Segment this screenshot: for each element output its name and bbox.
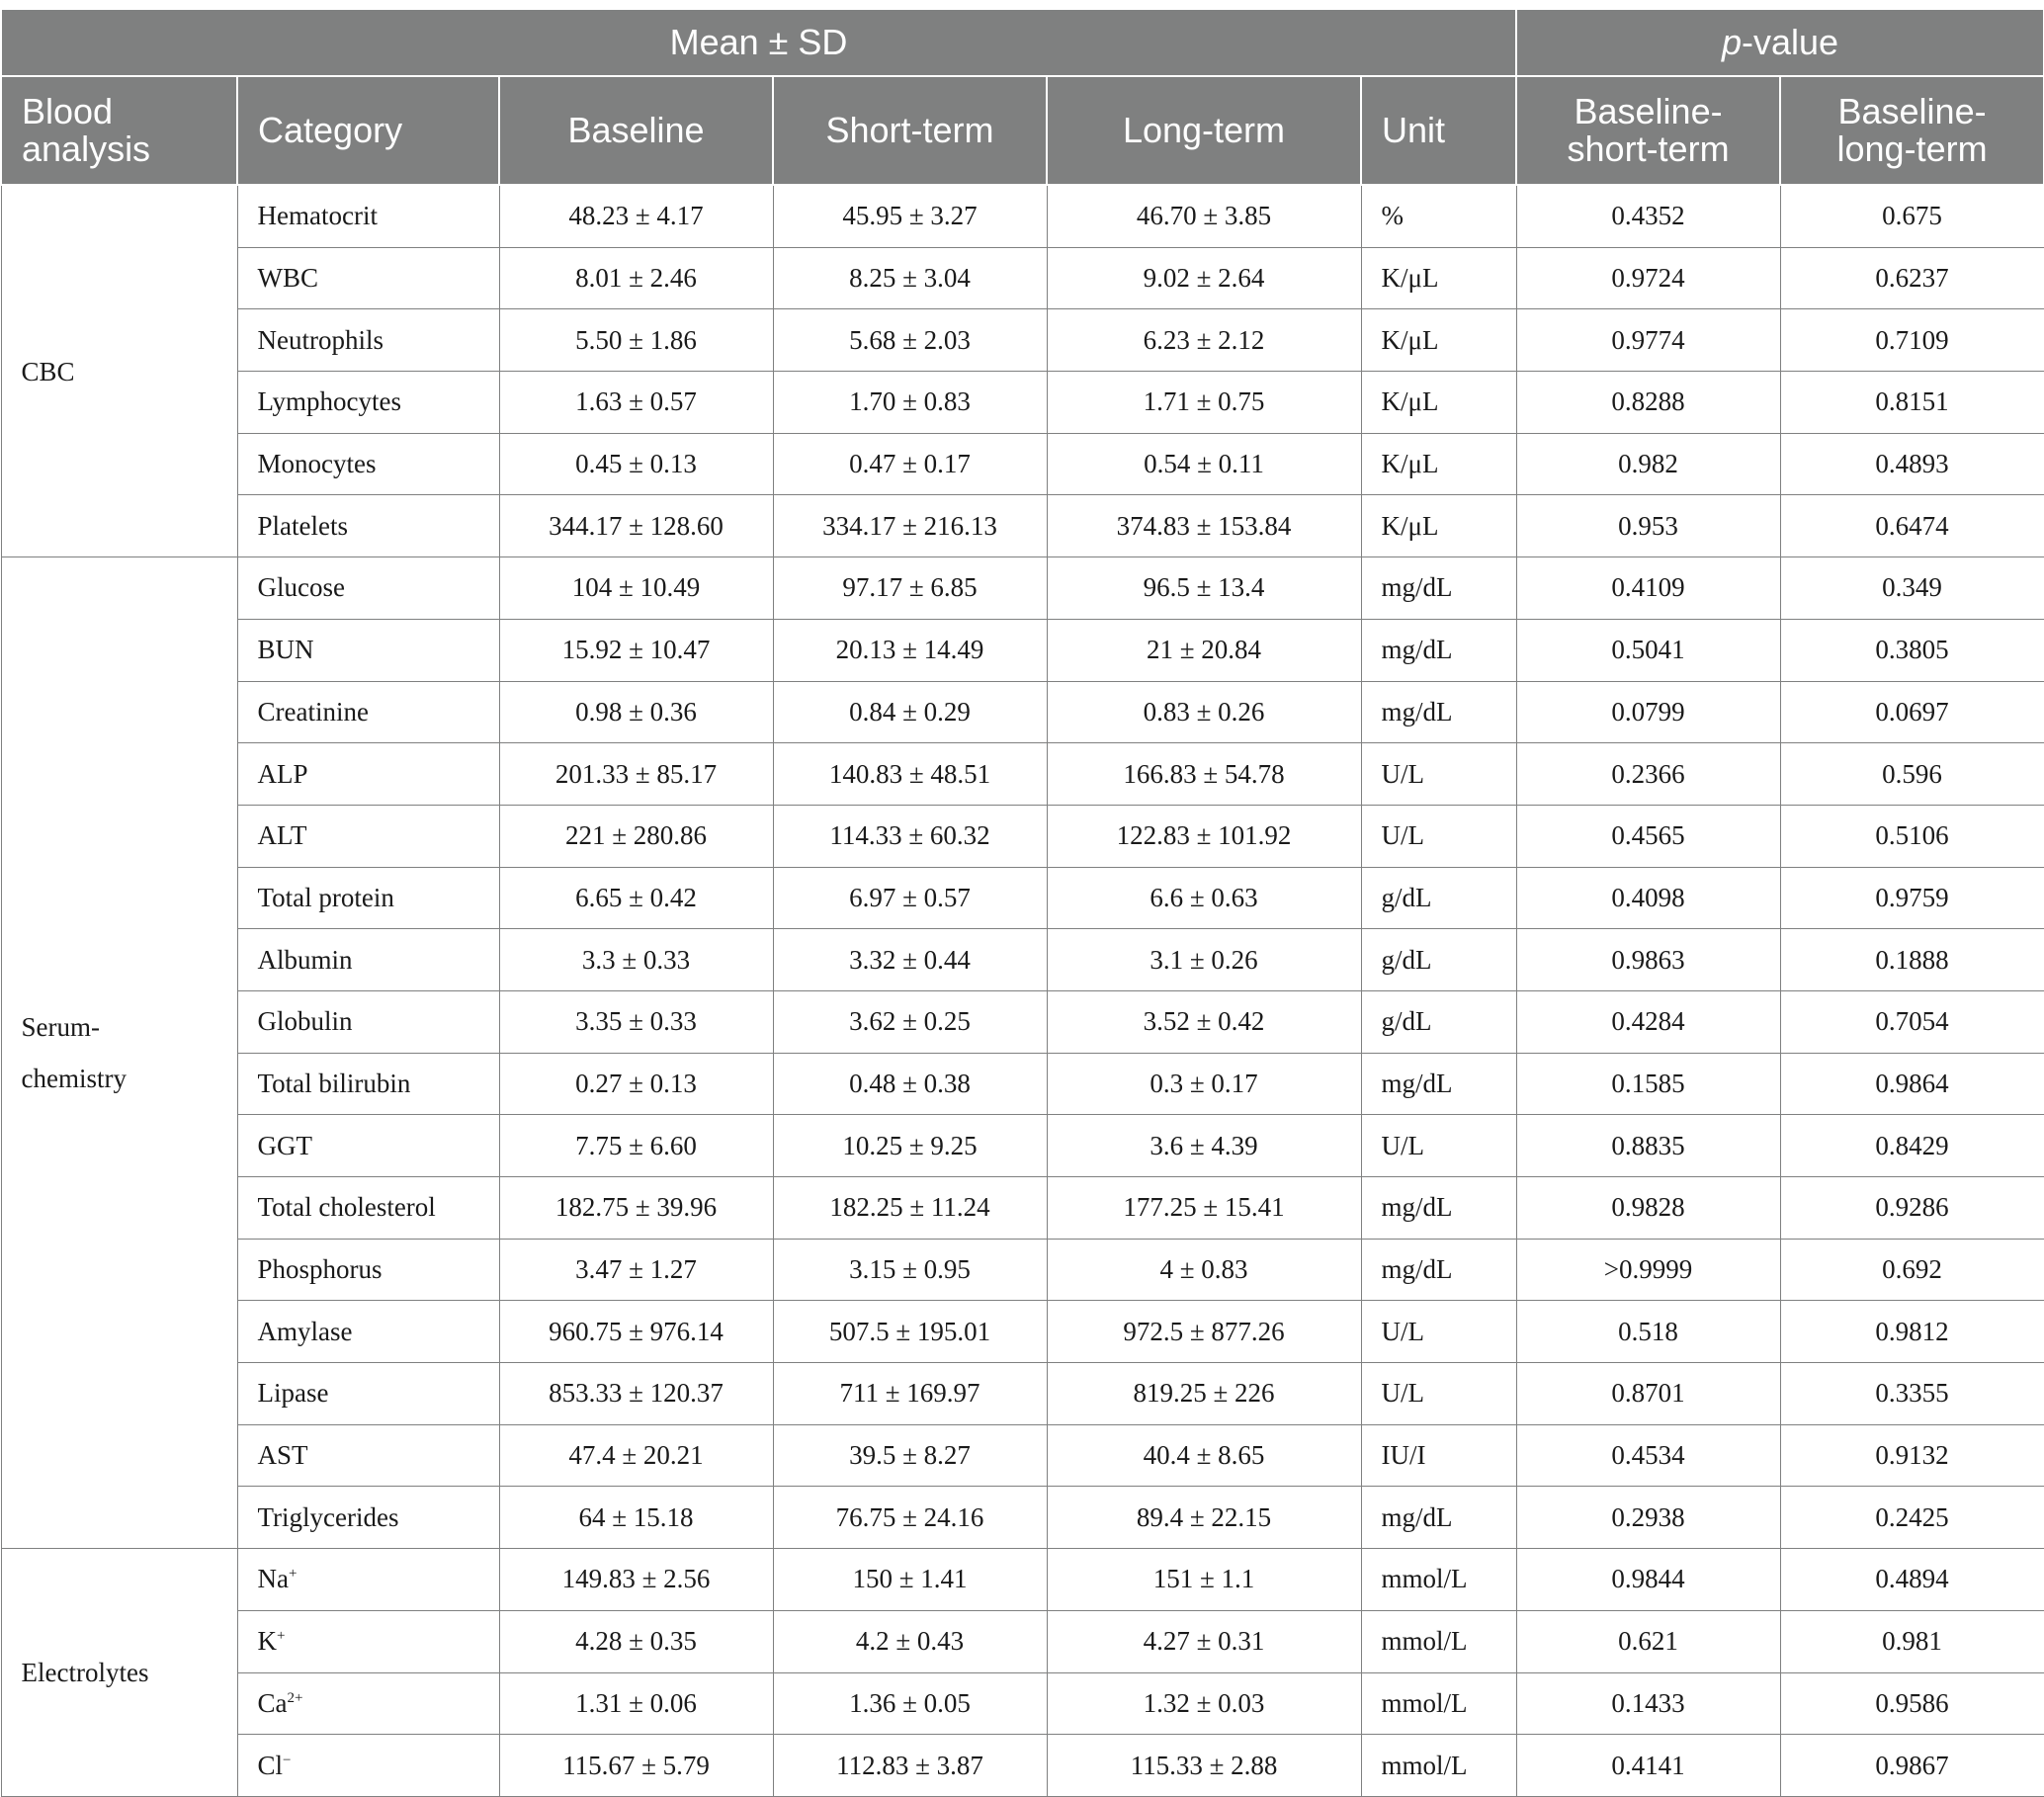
unit-cell: mg/dL xyxy=(1361,557,1516,620)
table-row xyxy=(1,309,2044,372)
p-long-cell: 0.9864 xyxy=(1780,1053,2044,1115)
unit-cell: K/μL xyxy=(1361,372,1516,434)
baseline-cell: 0.45 ± 0.13 xyxy=(499,433,773,495)
long-term-cell: 3.6 ± 4.39 xyxy=(1047,1115,1361,1177)
p-value-suffix: -value xyxy=(1742,22,1839,62)
p-long-cell: 0.7054 xyxy=(1780,990,2044,1053)
short-term-cell: 10.25 ± 9.25 xyxy=(773,1115,1047,1177)
p-short-cell: 0.1585 xyxy=(1516,1053,1780,1115)
unit-cell: K/μL xyxy=(1361,433,1516,495)
col-long-term: Long-term xyxy=(1047,76,1361,185)
p-short-cell: 0.621 xyxy=(1516,1610,1780,1672)
long-term-cell: 3.1 ± 0.26 xyxy=(1047,929,1361,991)
unit-cell: g/dL xyxy=(1361,867,1516,929)
category-cell xyxy=(237,1115,499,1177)
long-term-cell: 374.83 ± 153.84 xyxy=(1047,495,1361,557)
p-long-cell: 0.9759 xyxy=(1780,867,2044,929)
group-cbc-label: CBC xyxy=(21,356,75,386)
p-long-cell: 0.9132 xyxy=(1780,1424,2044,1487)
table-row xyxy=(1,1549,2044,1611)
unit-cell: K/μL xyxy=(1361,309,1516,372)
col-p-short-line1: Baseline- xyxy=(1574,91,1723,131)
category-label: Platelets xyxy=(257,510,348,541)
p-short-cell: 0.4109 xyxy=(1516,557,1780,620)
unit-cell: IU/I xyxy=(1361,1424,1516,1487)
table-row xyxy=(1,1177,2044,1240)
table-row xyxy=(1,990,2044,1053)
baseline-cell: 853.33 ± 120.37 xyxy=(499,1363,773,1425)
unit-cell: U/L xyxy=(1361,805,1516,867)
baseline-cell: 8.01 ± 2.46 xyxy=(499,247,773,309)
table-row xyxy=(1,247,2044,309)
group-electrolytes-label: Electrolytes xyxy=(21,1658,149,1687)
p-short-cell: 0.9828 xyxy=(1516,1177,1780,1240)
category-label: Triglycerides xyxy=(257,1501,399,1532)
short-term-cell: 1.36 ± 0.05 xyxy=(773,1672,1047,1735)
short-term-cell: 334.17 ± 216.13 xyxy=(773,495,1047,557)
baseline-cell: 3.47 ± 1.27 xyxy=(499,1239,773,1301)
p-long-cell: 0.596 xyxy=(1780,743,2044,806)
category-cell xyxy=(237,929,499,991)
table-row xyxy=(1,1672,2044,1735)
group-serum-chemistry-label: chemistry xyxy=(21,1064,127,1094)
p-long-cell: 0.8151 xyxy=(1780,372,2044,434)
col-baseline: Baseline xyxy=(499,76,773,185)
table-row xyxy=(1,433,2044,495)
p-short-cell: 0.4565 xyxy=(1516,805,1780,867)
baseline-cell: 201.33 ± 85.17 xyxy=(499,743,773,806)
p-short-cell: 0.2366 xyxy=(1516,743,1780,806)
p-long-cell: 0.3355 xyxy=(1780,1363,2044,1425)
unit-cell: % xyxy=(1361,185,1516,247)
short-term-cell: 1.70 ± 0.83 xyxy=(773,372,1047,434)
baseline-cell: 7.75 ± 6.60 xyxy=(499,1115,773,1177)
long-term-cell: 4.27 ± 0.31 xyxy=(1047,1610,1361,1672)
baseline-cell: 5.50 ± 1.86 xyxy=(499,309,773,372)
p-long-cell: 0.3805 xyxy=(1780,619,2044,681)
category-cell xyxy=(237,1239,499,1301)
category-label: WBC xyxy=(257,263,319,294)
table-row xyxy=(1,805,2044,867)
short-term-cell: 0.84 ± 0.29 xyxy=(773,681,1047,743)
table-row xyxy=(1,495,2044,557)
col-p-long-line2: long-term xyxy=(1836,128,1988,169)
unit-cell: mg/dL xyxy=(1361,681,1516,743)
table-row xyxy=(1,1735,2044,1797)
category-label: Hematocrit xyxy=(257,201,378,231)
long-term-cell: 89.4 ± 22.15 xyxy=(1047,1487,1361,1549)
baseline-cell: 48.23 ± 4.17 xyxy=(499,185,773,247)
p-long-cell: 0.4893 xyxy=(1780,433,2044,495)
p-long-cell: 0.8429 xyxy=(1780,1115,2044,1177)
long-term-cell: 1.71 ± 0.75 xyxy=(1047,372,1361,434)
p-long-cell: 0.0697 xyxy=(1780,681,2044,743)
table-row xyxy=(1,1610,2044,1672)
long-term-cell: 0.54 ± 0.11 xyxy=(1047,433,1361,495)
p-short-cell: 0.9774 xyxy=(1516,309,1780,372)
category-cell xyxy=(237,1053,499,1115)
long-term-cell: 21 ± 20.84 xyxy=(1047,619,1361,681)
baseline-cell: 960.75 ± 976.14 xyxy=(499,1301,773,1363)
unit-cell: U/L xyxy=(1361,1363,1516,1425)
table-container xyxy=(0,8,2044,1797)
short-term-cell: 8.25 ± 3.04 xyxy=(773,247,1047,309)
col-blood-analysis-line1: Blood xyxy=(22,91,114,131)
category-label: Creatinine xyxy=(257,696,369,727)
p-short-cell: 0.982 xyxy=(1516,433,1780,495)
p-short-cell: 0.4534 xyxy=(1516,1424,1780,1487)
baseline-cell: 115.67 ± 5.79 xyxy=(499,1735,773,1797)
category-cell xyxy=(237,1487,499,1549)
short-term-cell: 76.75 ± 24.16 xyxy=(773,1487,1047,1549)
p-short-cell: 0.8701 xyxy=(1516,1363,1780,1425)
baseline-cell: 47.4 ± 20.21 xyxy=(499,1424,773,1487)
unit-cell: U/L xyxy=(1361,743,1516,806)
category-label: Globulin xyxy=(257,1006,353,1037)
baseline-cell: 149.83 ± 2.56 xyxy=(499,1549,773,1611)
category-label: ALT xyxy=(257,820,307,851)
long-term-cell: 972.5 ± 877.26 xyxy=(1047,1301,1361,1363)
table-row xyxy=(1,681,2044,743)
p-long-cell: 0.6474 xyxy=(1780,495,2044,557)
table-row xyxy=(1,1239,2044,1301)
table-row xyxy=(1,867,2044,929)
p-short-cell: 0.5041 xyxy=(1516,619,1780,681)
long-term-cell: 122.83 ± 101.92 xyxy=(1047,805,1361,867)
unit-cell: U/L xyxy=(1361,1301,1516,1363)
long-term-cell: 46.70 ± 3.85 xyxy=(1047,185,1361,247)
short-term-cell: 0.47 ± 0.17 xyxy=(773,433,1047,495)
short-term-cell: 39.5 ± 8.27 xyxy=(773,1424,1047,1487)
col-p-long xyxy=(1780,76,2044,185)
p-short-cell: 0.8835 xyxy=(1516,1115,1780,1177)
table-row xyxy=(1,1424,2044,1487)
long-term-cell: 819.25 ± 226 xyxy=(1047,1363,1361,1425)
baseline-cell: 6.65 ± 0.42 xyxy=(499,867,773,929)
unit-cell: mmol/L xyxy=(1361,1610,1516,1672)
category-cell xyxy=(237,372,499,434)
category-label: Total bilirubin xyxy=(257,1068,411,1098)
ion-charge: 2+ xyxy=(287,1689,303,1706)
header-row-top xyxy=(1,9,2044,76)
category-cell xyxy=(237,619,499,681)
group-serum-chemistry-label: Serum- xyxy=(21,1012,100,1043)
short-term-cell: 3.15 ± 0.95 xyxy=(773,1239,1047,1301)
table-row xyxy=(1,1487,2044,1549)
category-cell xyxy=(237,1177,499,1240)
long-term-cell: 40.4 ± 8.65 xyxy=(1047,1424,1361,1487)
short-term-cell: 4.2 ± 0.43 xyxy=(773,1610,1047,1672)
short-term-cell: 150 ± 1.41 xyxy=(773,1549,1047,1611)
col-short-term: Short-term xyxy=(773,76,1047,185)
col-p-short-line2: short-term xyxy=(1567,128,1730,169)
category-label: AST xyxy=(257,1440,308,1471)
p-long-cell: 0.5106 xyxy=(1780,805,2044,867)
category-cell xyxy=(237,1672,499,1735)
category-label: Monocytes xyxy=(257,449,377,479)
p-short-cell: 0.0799 xyxy=(1516,681,1780,743)
baseline-cell: 0.98 ± 0.36 xyxy=(499,681,773,743)
short-term-cell: 6.97 ± 0.57 xyxy=(773,867,1047,929)
category-cell xyxy=(237,433,499,495)
p-long-cell: 0.981 xyxy=(1780,1610,2044,1672)
baseline-cell: 0.27 ± 0.13 xyxy=(499,1053,773,1115)
p-short-cell: 0.4098 xyxy=(1516,867,1780,929)
category-cell xyxy=(237,1549,499,1611)
category-label: Total cholesterol xyxy=(257,1192,436,1223)
p-long-cell: 0.675 xyxy=(1780,185,2044,247)
p-short-cell: 0.4284 xyxy=(1516,990,1780,1053)
p-long-cell: 0.7109 xyxy=(1780,309,2044,372)
p-value-header xyxy=(1516,9,2044,76)
category-label: Na xyxy=(257,1564,289,1594)
long-term-cell: 177.25 ± 15.41 xyxy=(1047,1177,1361,1240)
category-cell xyxy=(237,247,499,309)
table-row xyxy=(1,372,2044,434)
category-cell xyxy=(237,1735,499,1797)
unit-cell: mg/dL xyxy=(1361,1177,1516,1240)
category-cell xyxy=(237,557,499,620)
baseline-cell: 104 ± 10.49 xyxy=(499,557,773,620)
table-body xyxy=(1,185,2044,1796)
col-p-long-line1: Baseline- xyxy=(1837,91,1987,131)
long-term-cell: 96.5 ± 13.4 xyxy=(1047,557,1361,620)
category-label: Glucose xyxy=(257,572,345,603)
baseline-cell: 3.35 ± 0.33 xyxy=(499,990,773,1053)
group-electrolytes xyxy=(1,1549,237,1797)
category-label: Total protein xyxy=(257,882,394,912)
p-short-cell: 0.8288 xyxy=(1516,372,1780,434)
category-label: BUN xyxy=(257,635,314,665)
short-term-cell: 507.5 ± 195.01 xyxy=(773,1301,1047,1363)
long-term-cell: 4 ± 0.83 xyxy=(1047,1239,1361,1301)
category-cell xyxy=(237,681,499,743)
category-cell xyxy=(237,185,499,247)
p-short-cell: 0.4141 xyxy=(1516,1735,1780,1797)
p-long-cell: 0.2425 xyxy=(1780,1487,2044,1549)
p-short-cell: 0.9724 xyxy=(1516,247,1780,309)
p-long-cell: 0.9867 xyxy=(1780,1735,2044,1797)
short-term-cell: 45.95 ± 3.27 xyxy=(773,185,1047,247)
category-label: Lipase xyxy=(257,1378,329,1409)
col-category: Category xyxy=(237,76,499,185)
category-cell xyxy=(237,1424,499,1487)
p-long-cell: 0.349 xyxy=(1780,557,2044,620)
ion-charge: + xyxy=(277,1628,286,1645)
p-short-cell: 0.518 xyxy=(1516,1301,1780,1363)
category-cell xyxy=(237,990,499,1053)
short-term-cell: 114.33 ± 60.32 xyxy=(773,805,1047,867)
unit-cell: K/μL xyxy=(1361,495,1516,557)
p-short-cell: 0.4352 xyxy=(1516,185,1780,247)
ion-charge: − xyxy=(283,1752,292,1768)
long-term-cell: 0.3 ± 0.17 xyxy=(1047,1053,1361,1115)
table-row xyxy=(1,1115,2044,1177)
header-row-columns xyxy=(1,76,2044,185)
category-label: Albumin xyxy=(257,944,353,975)
baseline-cell: 3.3 ± 0.33 xyxy=(499,929,773,991)
baseline-cell: 64 ± 15.18 xyxy=(499,1487,773,1549)
p-long-cell: 0.6237 xyxy=(1780,247,2044,309)
col-blood-analysis-line2: analysis xyxy=(22,128,151,169)
short-term-cell: 3.32 ± 0.44 xyxy=(773,929,1047,991)
baseline-cell: 15.92 ± 10.47 xyxy=(499,619,773,681)
short-term-cell: 20.13 ± 14.49 xyxy=(773,619,1047,681)
short-term-cell: 5.68 ± 2.03 xyxy=(773,309,1047,372)
short-term-cell: 140.83 ± 48.51 xyxy=(773,743,1047,806)
blood-analysis-table xyxy=(0,8,2044,1797)
category-cell xyxy=(237,867,499,929)
category-cell xyxy=(237,1610,499,1672)
table-row xyxy=(1,619,2044,681)
p-long-cell: 0.1888 xyxy=(1780,929,2044,991)
category-cell xyxy=(237,743,499,806)
col-p-short xyxy=(1516,76,1780,185)
p-value-italic: p xyxy=(1722,22,1743,62)
unit-cell: U/L xyxy=(1361,1115,1516,1177)
group-serum-chemistry xyxy=(1,557,237,1549)
category-label: Neutrophils xyxy=(257,324,383,355)
table-row xyxy=(1,929,2044,991)
baseline-cell: 344.17 ± 128.60 xyxy=(499,495,773,557)
unit-cell: mmol/L xyxy=(1361,1672,1516,1735)
category-label: Amylase xyxy=(257,1316,353,1346)
p-long-cell: 0.692 xyxy=(1780,1239,2044,1301)
category-label: Ca xyxy=(257,1687,288,1718)
unit-cell: mg/dL xyxy=(1361,1239,1516,1301)
mean-sd-header: Mean ± SD xyxy=(1,9,1516,76)
p-long-cell: 0.9812 xyxy=(1780,1301,2044,1363)
long-term-cell: 3.52 ± 0.42 xyxy=(1047,990,1361,1053)
table-row xyxy=(1,1053,2044,1115)
p-short-cell: >0.9999 xyxy=(1516,1239,1780,1301)
category-label: K xyxy=(257,1626,277,1657)
long-term-cell: 151 ± 1.1 xyxy=(1047,1549,1361,1611)
unit-cell: mmol/L xyxy=(1361,1549,1516,1611)
category-label: ALP xyxy=(257,758,308,789)
unit-cell: mg/dL xyxy=(1361,619,1516,681)
category-cell xyxy=(237,1301,499,1363)
category-label: Lymphocytes xyxy=(257,386,401,417)
long-term-cell: 6.6 ± 0.63 xyxy=(1047,867,1361,929)
long-term-cell: 6.23 ± 2.12 xyxy=(1047,309,1361,372)
table-row xyxy=(1,743,2044,806)
table-row xyxy=(1,185,2044,247)
category-cell xyxy=(237,805,499,867)
table-row xyxy=(1,1301,2044,1363)
category-label: Phosphorus xyxy=(257,1254,383,1285)
p-short-cell: 0.953 xyxy=(1516,495,1780,557)
category-label: Cl xyxy=(257,1750,284,1780)
category-cell xyxy=(237,309,499,372)
category-label: GGT xyxy=(257,1130,312,1160)
short-term-cell: 711 ± 169.97 xyxy=(773,1363,1047,1425)
baseline-cell: 182.75 ± 39.96 xyxy=(499,1177,773,1240)
unit-cell: mmol/L xyxy=(1361,1735,1516,1797)
long-term-cell: 166.83 ± 54.78 xyxy=(1047,743,1361,806)
unit-cell: K/μL xyxy=(1361,247,1516,309)
short-term-cell: 182.25 ± 11.24 xyxy=(773,1177,1047,1240)
col-blood-analysis xyxy=(1,76,237,185)
category-cell xyxy=(237,1363,499,1425)
long-term-cell: 0.83 ± 0.26 xyxy=(1047,681,1361,743)
table-row xyxy=(1,1363,2044,1425)
p-long-cell: 0.9286 xyxy=(1780,1177,2044,1240)
short-term-cell: 0.48 ± 0.38 xyxy=(773,1053,1047,1115)
baseline-cell: 221 ± 280.86 xyxy=(499,805,773,867)
ion-charge: + xyxy=(288,1566,298,1583)
p-short-cell: 0.2938 xyxy=(1516,1487,1780,1549)
short-term-cell: 112.83 ± 3.87 xyxy=(773,1735,1047,1797)
p-short-cell: 0.9863 xyxy=(1516,929,1780,991)
group-cbc xyxy=(1,185,237,557)
p-short-cell: 0.1433 xyxy=(1516,1672,1780,1735)
p-long-cell: 0.4894 xyxy=(1780,1549,2044,1611)
p-short-cell: 0.9844 xyxy=(1516,1549,1780,1611)
col-unit: Unit xyxy=(1361,76,1516,185)
long-term-cell: 9.02 ± 2.64 xyxy=(1047,247,1361,309)
baseline-cell: 1.63 ± 0.57 xyxy=(499,372,773,434)
p-long-cell: 0.9586 xyxy=(1780,1672,2044,1735)
table-row xyxy=(1,557,2044,620)
unit-cell: mg/dL xyxy=(1361,1053,1516,1115)
unit-cell: mg/dL xyxy=(1361,1487,1516,1549)
unit-cell: g/dL xyxy=(1361,929,1516,991)
category-cell xyxy=(237,495,499,557)
short-term-cell: 3.62 ± 0.25 xyxy=(773,990,1047,1053)
short-term-cell: 97.17 ± 6.85 xyxy=(773,557,1047,620)
long-term-cell: 115.33 ± 2.88 xyxy=(1047,1735,1361,1797)
baseline-cell: 4.28 ± 0.35 xyxy=(499,1610,773,1672)
long-term-cell: 1.32 ± 0.03 xyxy=(1047,1672,1361,1735)
baseline-cell: 1.31 ± 0.06 xyxy=(499,1672,773,1735)
unit-cell: g/dL xyxy=(1361,990,1516,1053)
